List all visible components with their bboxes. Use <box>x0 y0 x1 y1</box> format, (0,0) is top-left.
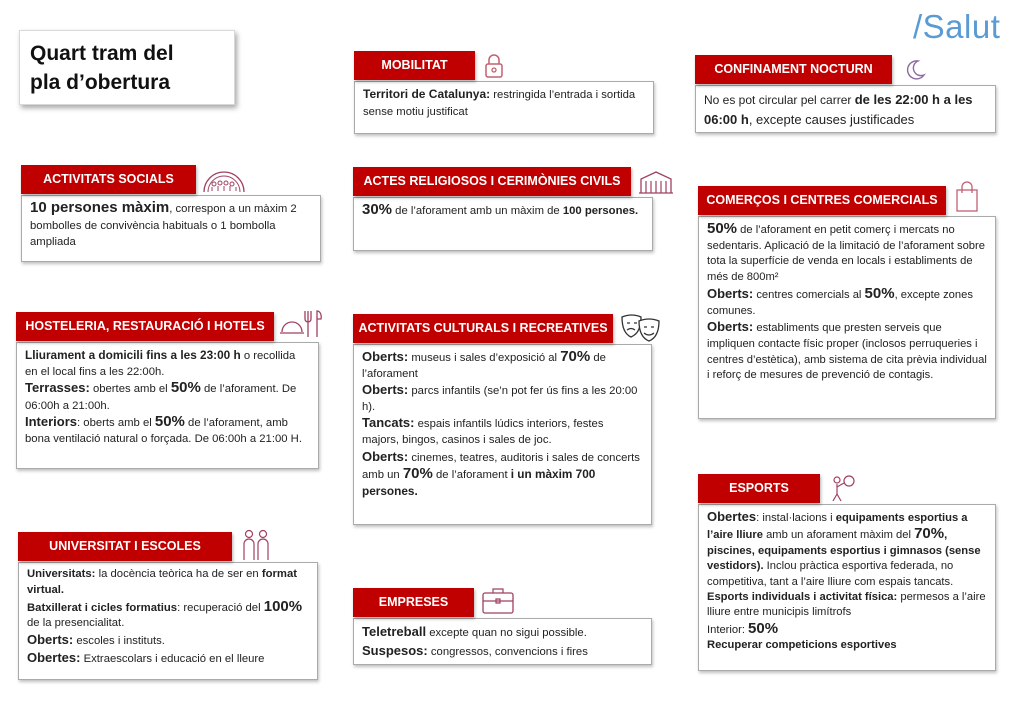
empreses-header: EMPRESES <box>353 588 474 617</box>
esports-content: Obertes: instal·lacions i equipaments esportius a l’aire lliure amb un aforament màxim del 70%, piscines, equipaments esportius i gimnasos (sense vestidors). Inclou pràctica esportiva federada, no competitiva, tant a l’aire lliure com espais tancats. Esports individuals i activitat física: permesos a l’aire lliure entre municipis limítrofs Interior: 50% Recuperar competicions esportives <box>698 504 996 671</box>
page-title: Quart tram del pla d’obertura <box>30 42 174 94</box>
moon-icon <box>903 58 927 82</box>
confinament-header: CONFINAMENT NOCTURN <box>695 55 892 84</box>
hosteleria-header: HOSTELERIA, RESTAURACIÓ I HOTELS <box>16 312 274 341</box>
universitat-header: UNIVERSITAT I ESCOLES <box>18 532 232 561</box>
esports-header: ESPORTS <box>698 474 820 503</box>
building-icon <box>637 169 675 195</box>
people-group-icon <box>201 168 247 194</box>
culturals-content: Oberts: museus i sales d’exposició al 70% de l’aforament Oberts: parcs infantils (se’n pot fer ús fins a les 20:00 h). Tancats: espais infantils lúdics interiors, festes majors, bingos, casinos i sales de joc. Oberts: cinemes, teatres, auditoris i sales de concerts amb un 70% de l’aforament i un màxim 700 persones. <box>353 344 652 525</box>
culturals-header: ACTIVITATS CULTURALS I RECREATIVES <box>353 314 613 343</box>
lock-icon <box>484 53 504 79</box>
restaurant-icon <box>278 307 324 341</box>
shopping-bag-icon <box>954 181 980 213</box>
salut-logo: /Salut <box>913 8 1001 45</box>
universitat-content: Universitats: la docència teòrica ha de ser en format virtual. Batxillerat i cicles formatius: recuperació del 100% de la presencialitat. Oberts: escoles i instituts. Obertes: Extraescolars i educació en el lleure <box>18 562 318 680</box>
comercos-content: 50% de l’aforament en petit comerç i mercats no sedentaris. Aplicació de la limitació de l’aforament sobre tota la superfície de venda en locals i establiments de més de 800m² Oberts: centres comercials al 50%, excepte zones comunes. Oberts: establiments que presten serveis que impliquen contacte físic proper (inclosos perruqueries i centres d’estètica), amb sistema de cita prèvia individual i reforç de mesures de prevenció de contagis. <box>698 216 996 419</box>
religiosos-content: 30% de l’aforament amb un màxim de 100 persones. <box>353 197 653 251</box>
socials-header: ACTIVITATS SOCIALS <box>21 165 196 194</box>
mobilitat-header: MOBILITAT <box>354 51 475 80</box>
theater-masks-icon <box>619 311 663 345</box>
mobilitat-content: Territori de Catalunya: restringida l’entrada i sortida sense motiu justificat <box>354 81 654 134</box>
comercos-header: COMERÇOS I CENTRES COMERCIALS <box>698 186 946 215</box>
confinament-content: No es pot circular pel carrer de les 22:00 h a les 06:00 h, excepte causes justificades <box>695 85 996 133</box>
socials-content: 10 persones màxim, correspon a un màxim 2 bombolles de convivència habituals o 1 bombolla ampliada <box>21 195 321 262</box>
hosteleria-content: Lliurament a domicili fins a les 23:00 h o recollida en el local fins a les 22:00h. Terrasses: obertes amb el 50% de l’aforament. De 06:00h a 21:00h. Interiors: oberts amb el 50% de l’aforament, amb bona ventilació natural o forçada. De 06:00h a 21:00 H. <box>16 342 319 469</box>
religiosos-header: ACTES RELIGIOSOS I CERIMÒNIES CIVILS <box>353 167 631 196</box>
empreses-content: Teletreball excepte quan no sigui possible. Suspesos: congressos, convencions i fires <box>353 618 652 665</box>
students-icon <box>240 528 272 562</box>
sports-person-icon <box>828 474 858 502</box>
briefcase-icon <box>481 585 515 615</box>
page-title-box <box>19 30 235 105</box>
